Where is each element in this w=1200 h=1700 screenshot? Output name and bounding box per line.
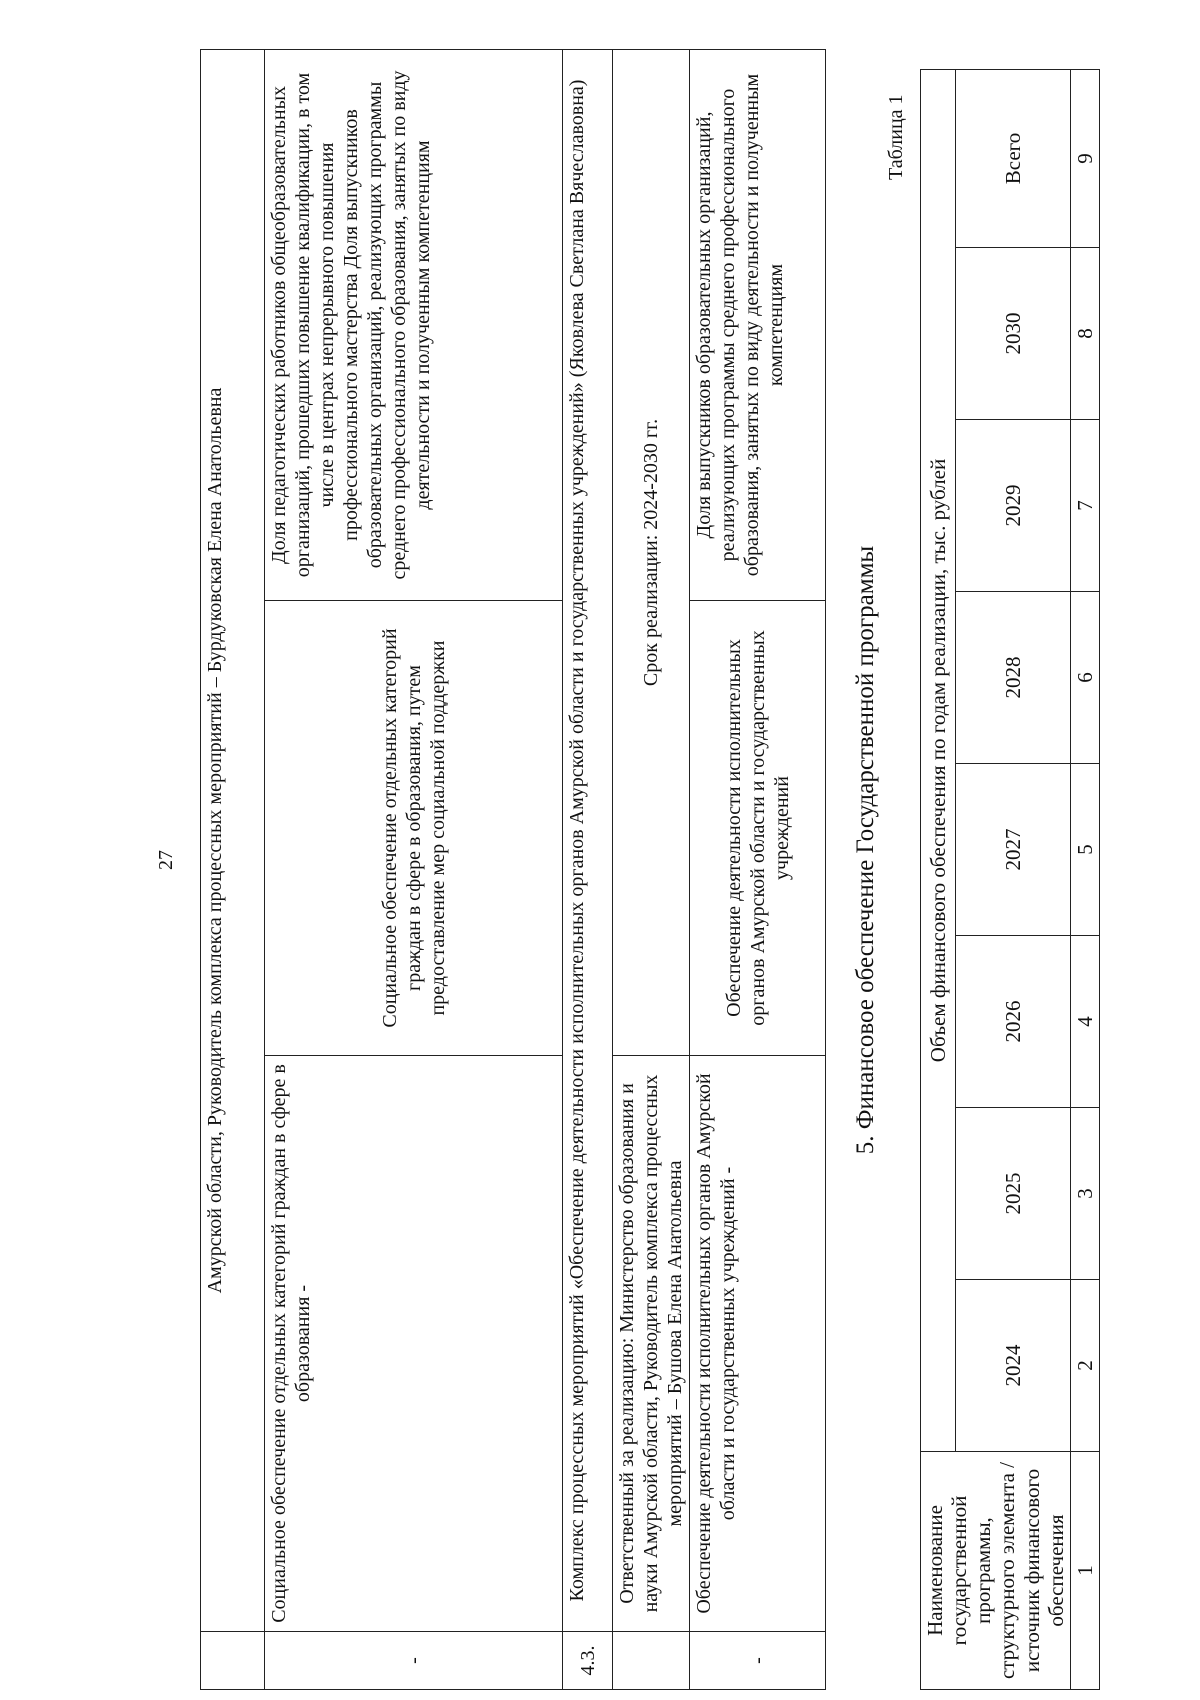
total-header: Всего <box>955 69 1070 247</box>
column-number: 1 <box>1070 1452 1099 1690</box>
complex-title: Комплекс процессных мероприятий «Обеспечение деятельности исполнительных органов Амурской области и государственных учреждений» (Яковлева Светлана Вячеславовна) <box>563 50 613 1632</box>
table-row <box>955 69 1070 1689</box>
row-number-cell: - <box>265 1632 563 1690</box>
finance-table <box>920 69 1100 1690</box>
task-title: Социальное обеспечение отдельных категорий граждан в сфере в образования - <box>265 1056 563 1632</box>
table-row <box>201 50 265 1690</box>
column-number: 3 <box>1070 1108 1099 1280</box>
table-row <box>265 50 563 1690</box>
year-header: 2025 <box>955 1108 1070 1280</box>
year-header: 2028 <box>955 592 1070 764</box>
page-number: 27 <box>155 850 177 870</box>
implementation-period: Срок реализации: 2024-2030 гг. <box>613 50 690 1056</box>
column-number: 6 <box>1070 592 1099 764</box>
task-effect: Обеспечение деятельности исполнительных органов Амурской области и государственных учреждений <box>690 601 826 1056</box>
year-header: 2024 <box>955 1280 1070 1452</box>
column-number: 9 <box>1070 69 1099 247</box>
table-row <box>563 50 613 1690</box>
volume-header: Объем финансового обеспечения по годам реализации, тыс. рублей <box>921 69 956 1451</box>
year-header: 2026 <box>955 936 1070 1108</box>
year-header: 2029 <box>955 420 1070 592</box>
name-header: Наименование государственной программы, структурного элемента / источник финансового обеспечения <box>921 1452 1071 1690</box>
task-indicators: Доля педагогических работников общеобразовательных организаций, прошедших повышение квалификации, в том числе в центрах непрерывного повышения профессионального мастерства Доля выпускников образовательных организаций, реализующих программы среднего профессионального образования, занятых по виду деятельности и полученным компетенциям <box>265 50 563 601</box>
responsible-text: Ответственный за реализацию: Министерство образования и науки Амурской области, Руководитель комплекса процессных мероприятий – Бушова Елена Анатольевна <box>613 1056 690 1632</box>
row-number-cell <box>201 1632 265 1690</box>
table-row <box>690 50 826 1690</box>
row-number-cell: - <box>690 1632 826 1690</box>
column-number: 8 <box>1070 248 1099 420</box>
column-number: 5 <box>1070 764 1099 936</box>
program-structure-table <box>200 49 826 1690</box>
column-number: 2 <box>1070 1280 1099 1452</box>
task-effect: Социальное обеспечение отдельных категорий граждан в сфере в образования, путем предоставление мер социальной поддержки <box>265 601 563 1056</box>
responsible-continuation-text: Амурской области, Руководитель комплекса процессных мероприятий – Бурдуковская Елена Анатольевна <box>201 50 265 1632</box>
table-row <box>1070 69 1099 1689</box>
section-title: 5. Финансовое обеспечение Государственной программы <box>852 545 879 1155</box>
table-row <box>921 69 956 1689</box>
table-row <box>613 50 690 1690</box>
year-header: 2030 <box>955 248 1070 420</box>
column-number: 7 <box>1070 420 1099 592</box>
task-indicators: Доля выпускников образовательных организаций, реализующих программы среднего профессионального образования, занятых по виду деятельности и полученным компетенциям <box>690 50 826 601</box>
task-title: Обеспечение деятельности исполнительных органов Амурской области и государственных учреждений - <box>690 1056 826 1632</box>
table-caption: Таблица 1 <box>885 94 907 180</box>
row-number-cell <box>613 1632 690 1690</box>
year-header: 2027 <box>955 764 1070 936</box>
row-number-cell: 4.3. <box>563 1632 613 1690</box>
column-number: 4 <box>1070 936 1099 1108</box>
